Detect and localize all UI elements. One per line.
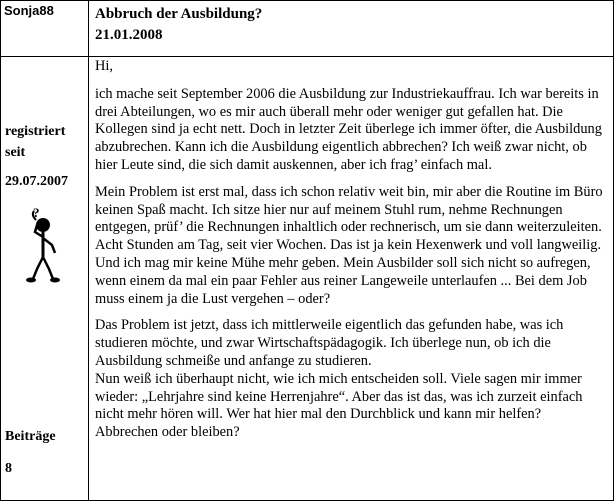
svg-text:?: ? [33,205,40,220]
post-body [89,57,613,442]
posts-count: 8 [5,461,12,476]
author-info-cell [1,57,89,501]
posts-label: Beiträge [5,429,56,444]
author-cell [1,1,89,57]
registered-label: registriert seit [5,124,66,160]
post-paragraph: Nun weiß ich überhaupt nicht, wie ich mich entscheiden soll. Viele sagen mir immer wieder: „Lehrjahre sind keine Herrenjahre“. Aber das ist das, was ich zurzeit einfach nicht mehr hören will. Wer hat hier mal den Durchblick und kann mir helfen? Abbrechen oder bleiben? [95,370,583,441]
post-paragraph: ich mache seit September 2006 die Ausbildung zur Industriekauffrau. Ich war bereits in drei Abteilungen, wo es mir auch überall mehr oder weniger gut gefallen hat. Die Kollegen sind ja echt nett. Doch in letzter Zeit überlege ich immer öfter, die Ausbildung abzubrechen. Kann ich die Ausbildung eigentlich abbrechen? Ich weiß zwar nicht, ob hier Leute sind, die sich damit auskennen, aber ich frag’ einfach mal. [95,85,602,173]
post-date: 21.01.2008 [95,27,163,43]
registered-date: 29.07.2007 [5,174,68,189]
username[interactable]: Sonja88 [4,3,54,18]
post-greeting: Hi, [95,58,113,74]
post-body-cell [89,57,614,501]
post-paragraph: Das Problem ist jetzt, dass ich mittlerweile eigentlich das gefunden habe, was ich studieren möchte, und zwar Wirtschaftspädagogik. Ich überlege nun, ob ich die Ausbildung schmeiße und anfange zu studieren. [95,317,564,369]
post-paragraph: Mein Problem ist erst mal, dass ich schon relativ weit bin, mir aber die Routine im Büro keinen Spaß macht. Ich sitze hier nur auf meinem Stuhl rum, nehme Rechnungen entgegen, prüf’ die Rechnungen inhaltlich oder rechnerisch, um sie dann weiterzuleiten. Acht Stunden am Tag, seit vier Wochen. Das ist ja kein Hexenwerk und voll langweilig. Und ich mag mir keine Mühe mehr geben. Mein Ausbilder soll sich nicht so aufregen, wenn einem da mal ein paar Fehler aus reiner Langeweile unterlaufen ... Bei dem Job muss einem ja die Lust vergehen – oder? [95,183,603,307]
post-subject: Abbruch der Ausbildung? [95,6,263,22]
confused-stick-figure-icon [23,205,63,285]
post-header-cell [89,1,614,57]
